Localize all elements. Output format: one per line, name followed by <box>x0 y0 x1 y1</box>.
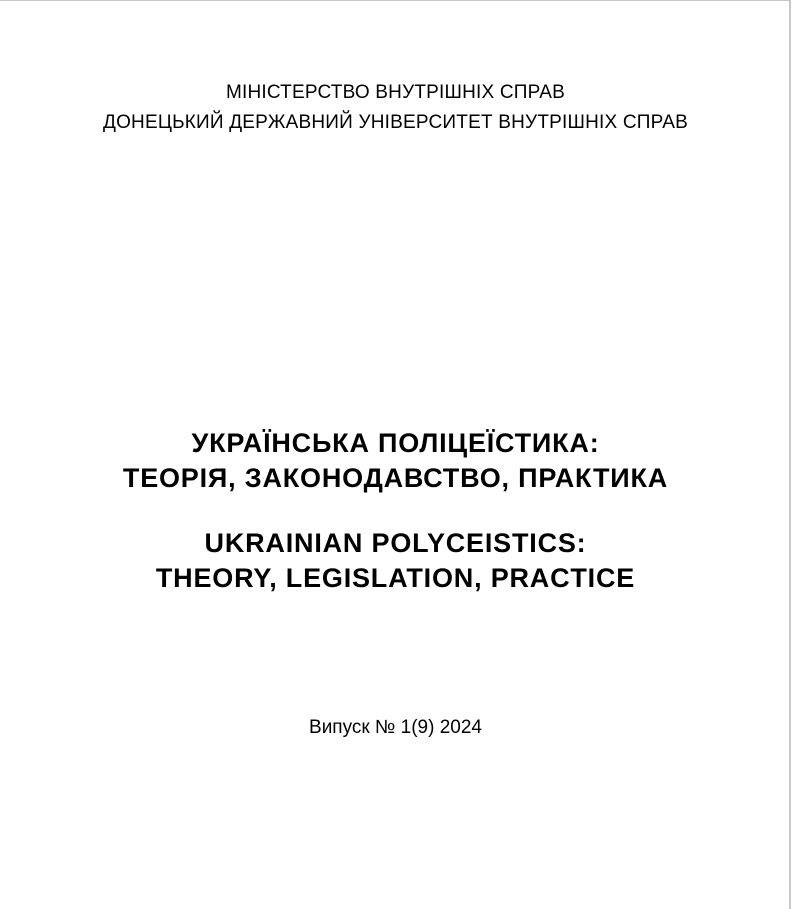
title-en-line-1: UKRAINIAN POLYCEISTICS: <box>204 528 587 558</box>
university-name: ДОНЕЦЬКИЙ ДЕРЖАВНИЙ УНІВЕРСИТЕТ ВНУТРІШНІХ СПРАВ <box>103 112 688 133</box>
title-ua-line-1: УКРАЇНСЬКА ПОЛІЦЕЇСТИКА: <box>191 428 600 458</box>
ministry-name: МІНІСТЕРСТВО ВНУТРІШНІХ СПРАВ <box>225 82 566 103</box>
title-en-line-2: THEORY, LEGISLATION, PRACTICE <box>155 563 636 593</box>
title-ua-line-2: ТЕОРІЯ, ЗАКОНОДАВСТВО, ПРАКТИКА <box>122 463 669 493</box>
issue-number: Випуск № 1(9) 2024 <box>309 717 482 738</box>
